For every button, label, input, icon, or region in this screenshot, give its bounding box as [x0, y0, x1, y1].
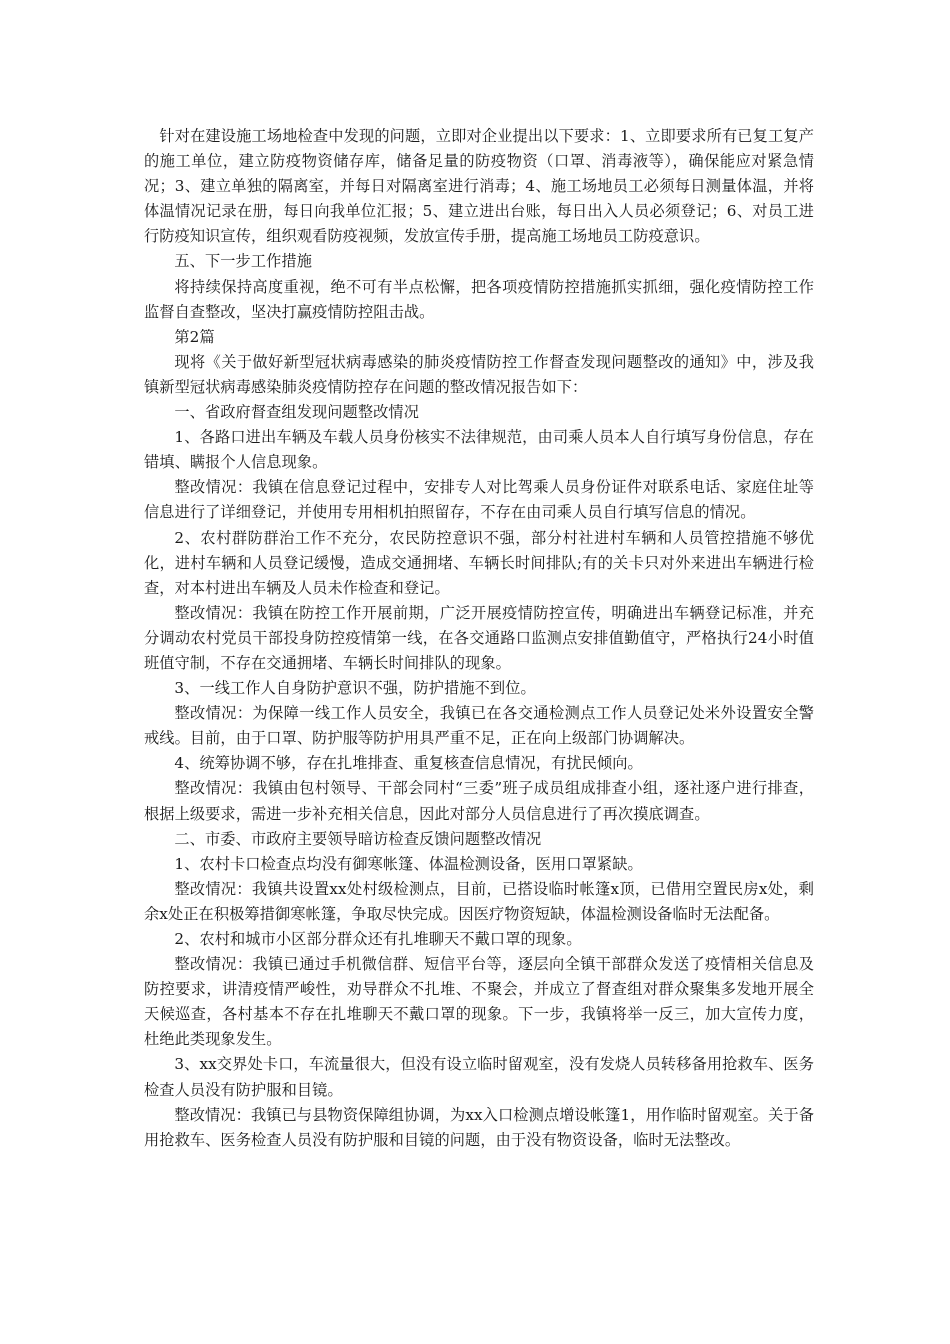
issue-item: 1、农村卡口检查点均没有御寒帐篷、体温检测设备，医用口罩紧缺。: [174, 854, 643, 873]
issue-item: 4、统筹协调不够，存在扎堆排查、重复核查信息情况，有扰民倾向。: [174, 754, 643, 773]
rectification-paragraph: 整改情况：我镇在信息登记过程中，安排专人对比驾乘人员身份证件对联系电话、家庭住址等信息进行了详细登记，并使用专用相机拍照留存，不存在由司乘人员自行填写信息的情况。: [144, 478, 814, 522]
rectification-paragraph: 整改情况：我镇已与县物资保障组协调，为xx入口检测点增设帐篷1，用作临时留观室。关于备用抢救车、医务检查人员没有防护服和目镜的问题，由于没有物资设备，临时无法整改。: [144, 1105, 814, 1149]
rectification-paragraph: 整改情况：为保障一线工作人员安全，我镇已在各交通检测点工作人员登记处米外设置安全警戒线。目前，由于口罩、防护服等防护用具严重不足，正在向上级部门协调解决。: [144, 704, 814, 748]
rectification-paragraph: 整改情况：我镇已通过手机微信群、短信平台等，逐层向全镇干部群众发送了疫情相关信息及防控要求，讲清疫情严峻性，劝导群众不扎堆、不聚会，并成立了督查组对群众聚集多发地开展全天候巡查，各村基本不存在扎堆聊天不戴口罩的现象。下一步，我镇将举一反三，加大宣传力度，杜绝此类现象发生。: [144, 955, 814, 1049]
paragraph: 将持续保持高度重视，绝不可有半点松懈，把各项疫情防控措施抓实抓细，强化疫情防控工作监督自查整改，坚决打赢疫情防控阻击战。: [144, 277, 814, 321]
paragraph: 针对在建设施工场地检查中发现的问题，立即对企业提出以下要求：1、立即要求所有已复工复产的施工单位，建立防疫物资储存库，储备足量的防疫物资（口罩、消毒液等），确保能应对紧急情况；3、建立单独的隔离室，并每日对隔离室进行消毒；4、施工场地员工必须每日测量体温，并将体温情况记录在册，每日向我单位汇报；5、建立进出台账，每日出入人员必须登记；6、对员工进行防疫知识宣传，组织观看防疫视频，发放宣传手册，提高施工场地员工防疫意识。: [144, 127, 814, 246]
rectification-paragraph: 整改情况：我镇共设置xx处村级检测点，目前，已搭设临时帐篷x顶，已借用空置民房x处，剩余x处正在积极筹措御寒帐篷，争取尽快完成。因医疗物资短缺，体温检测设备临时无法配备。: [144, 879, 814, 923]
paragraph: 现将《关于做好新型冠状病毒感染的肺炎疫情防控工作督查发现问题整改的通知》中，涉及我镇新型冠状病毒感染肺炎疫情防控存在问题的整改情况报告如下：: [144, 352, 814, 396]
section-heading: 一、省政府督查组发现问题整改情况: [174, 403, 419, 422]
issue-item: 1、各路口进出车辆及车载人员身份核实不法律规范，由司乘人员本人自行填写身份信息，存在错填、瞒报个人信息现象。: [144, 428, 814, 472]
section-heading: 二、市委、市政府主要领导暗访检查反馈问题整改情况: [174, 829, 542, 848]
rectification-paragraph: 整改情况：我镇在防控工作开展前期，广泛开展疫情防控宣传，明确进出车辆登记标准，并充分调动农村党员干部投身防控疫情第一线，在各交通路口监测点安排值勤值守，严格执行24小时值班值守制，不存在交通拥堵、车辆长时间排队的现象。: [144, 603, 814, 672]
rectification-paragraph: 整改情况：我镇由包村领导、干部会同村“三委”班子成员组成排查小组，逐社逐户进行排查，根据上级要求，需进一步补充相关信息，因此对部分人员信息进行了再次摸底调查。: [144, 779, 814, 823]
issue-item: 3、xx交界处卡口，车流量很大，但没有设立临时留观室，没有发烧人员转移备用抢救车、医务检查人员没有防护服和目镜。: [144, 1055, 814, 1099]
issue-item: 2、农村群防群治工作不充分，农民防控意识不强，部分村社进村车辆和人员管控措施不够优化，进村车辆和人员登记缓慢，造成交通拥堵、车辆长时间排队;有的关卡只对外来进出车辆进行检查，对本村进出车辆及人员未作检查和登记。: [144, 528, 814, 597]
issue-item: 3、一线工作人自身防护意识不强，防护措施不到位。: [174, 679, 536, 698]
issue-item: 2、农村和城市小区部分群众还有扎堆聊天不戴口罩的现象。: [174, 930, 582, 948]
section-heading: 五、下一步工作措施: [174, 252, 312, 271]
document-body: [144, 124, 814, 1153]
part-heading: 第2篇: [174, 327, 215, 346]
